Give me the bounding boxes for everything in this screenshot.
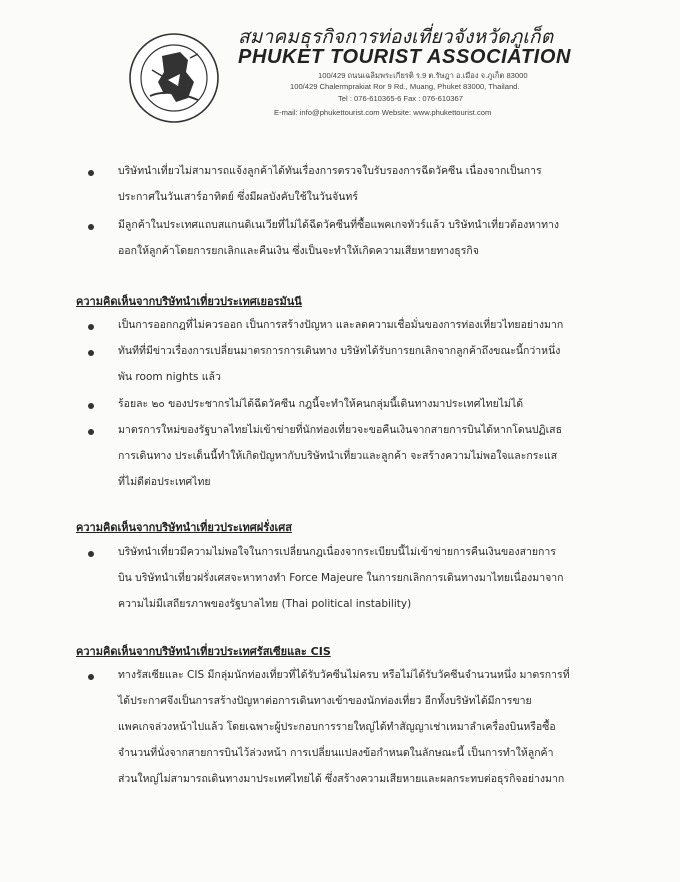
text-line: ได้ประกาศจึงเป็นการสร้างปัญหาต่อการเดินทางเข้าของนักท่องเที่ยว อีกทั้งบริษัทได้มีการขาย xyxy=(118,695,532,707)
text-line: ออกให้ลูกค้าโดยการยกเลิกและคืนเงิน ซึ่งเป็นจะทำให้เกิดความเสียหายทางธุรกิจ xyxy=(118,245,479,257)
text-line: ที่ไม่ดีต่อประเทศไทย xyxy=(118,476,211,488)
bullet-icon xyxy=(88,429,94,435)
text-line: การเดินทาง ประเด็นนี้ทำให้เกิดปัญหากับบริษัทนำเที่ยวและลูกค้า จะสร้างความไม่พอใจและกระแส xyxy=(118,450,558,462)
section-heading-france: ความคิดเห็นจากบริษัทนำเที่ยวประเทศฝรั่งเศส xyxy=(76,521,292,534)
text-line: ทางรัสเซียและ CIS มีกลุ่มนักท่องเที่ยวที่ได้รับวัคซีนไม่ครบ หรือไม่ได้รับวัคซีนจำนวนหนึ่ง มาตรการที่ xyxy=(118,669,570,681)
section-heading-russia-cis: ความคิดเห็นจากบริษัทนำเที่ยวประเทศรัสเซียและ CIS xyxy=(76,645,331,658)
text-line: ร้อยละ ๒๐ ของประชากรไม่ได้ฉีดวัคซีน กฎนี้จะทำให้คนกลุ่มนี้เดินทางมาประเทศไทยไม่ได้ xyxy=(118,398,524,410)
text-line: บริษัทนำเที่ยวไม่สามารถแจ้งลูกค้าได้ทันเรื่องการตรวจใบรับรองการฉีดวัคซีน เนื่องจากเป็นการ xyxy=(118,165,542,177)
org-name-english: PHUKET TOURIST ASSOCIATION xyxy=(238,46,572,68)
bullet-icon xyxy=(88,551,94,557)
bullet-icon xyxy=(88,350,94,356)
text-line: บิน บริษัทนำเที่ยวฝรั่งเศสจะหาทางทำ Force Majeure ในการยกเลิกการเดินทางมาไทยเนื่องมาจาก xyxy=(118,572,564,584)
bullet-icon xyxy=(88,170,94,176)
text-line: เป็นการออกกฎที่ไม่ควรออก เป็นการสร้างปัญหา และลดความเชื่อมั่นของการท่องเที่ยวไทยอย่างมาก xyxy=(118,319,564,331)
bullet-icon xyxy=(88,674,94,680)
bullet-icon xyxy=(88,224,94,230)
text-line: มาตรการใหม่ของรัฐบาลไทยไม่เข้าข่ายที่นักท่องเที่ยวจะขอคืนเงินจากสายการบินได้หากโดนปฏิเสธ xyxy=(118,424,562,436)
address-english: 100/429 Chalermprakiat Ror 9 Rd., Muang, Phuket 83000, Thailand. xyxy=(290,82,520,91)
section-heading-germany: ความคิดเห็นจากบริษัทนำเที่ยวประเทศเยอรมันนี xyxy=(76,295,302,308)
address-thai: 100/429 ถนนเฉลิมพระเกียรติ ร.9 ต.รัษฎา อ.เมือง จ.ภูเก็ต 83000 xyxy=(318,71,528,80)
email-website: E-mail: info@phukettourist.com Website: www.phukettourist.com xyxy=(274,108,492,117)
org-name-thai: สมาคมธุรกิจการท่องเที่ยวจังหวัดภูเก็ต xyxy=(238,26,554,48)
text-line: ทันทีที่มีข่าวเรื่องการเปลี่ยนมาตรการการเดินทาง บริษัทได้รับการยกเลิกจากลูกค้าถึงขณะนี้กว่าหนึ่ง xyxy=(118,345,561,357)
text-line: จำนวนที่นั่งจากสายการบินไว้ล่วงหน้า การเปลี่ยนแปลงข้อกำหนดในลักษณะนี้ เป็นการทำให้ลูกค้า xyxy=(118,747,554,759)
text-line: พัน room nights แล้ว xyxy=(118,371,221,383)
bullet-icon xyxy=(88,403,94,409)
text-line: มีลูกค้าในประเทศแถบสแกนดิเนเวียที่ไม่ได้ฉีดวัคซีนที่ซื้อแพคเกจทัวร์แล้ว บริษัทนำเที่ยวต้องหาทาง xyxy=(118,219,560,231)
bullet-icon xyxy=(88,324,94,330)
letterhead xyxy=(128,20,648,138)
text-line: ความไม่มีเสถียรภาพของรัฐบาลไทย (Thai political instability) xyxy=(118,598,412,610)
text-line: ประกาศในวันเสาร์อาทิตย์ ซึ่งมีผลบังคับใช้ในวันจันทร์ xyxy=(118,191,358,203)
text-line: บริษัทนำเที่ยวมีความไม่พอใจในการเปลี่ยนกฎเนื่องจากระเบียบนี้ไม่เข้าข่ายการคืนเงินของสายการ xyxy=(118,546,556,558)
text-line: แพคเกจล่วงหน้าไปแล้ว โดยเฉพาะผู้ประกอบการรายใหญ่ได้ทำสัญญาเช่าเหมาลำเครื่องบินหรือซื้อ xyxy=(118,721,556,733)
text-line: ส่วนใหญ่ไม่สามารถเดินทางมาประเทศไทยได้ ซึ่งสร้างความเสียหายและผลกระทบต่อธุรกิจอย่างมาก xyxy=(118,773,565,785)
association-logo-icon xyxy=(128,32,220,124)
tel-fax: Tel : 076-610365-6 Fax : 076-610367 xyxy=(338,94,463,103)
